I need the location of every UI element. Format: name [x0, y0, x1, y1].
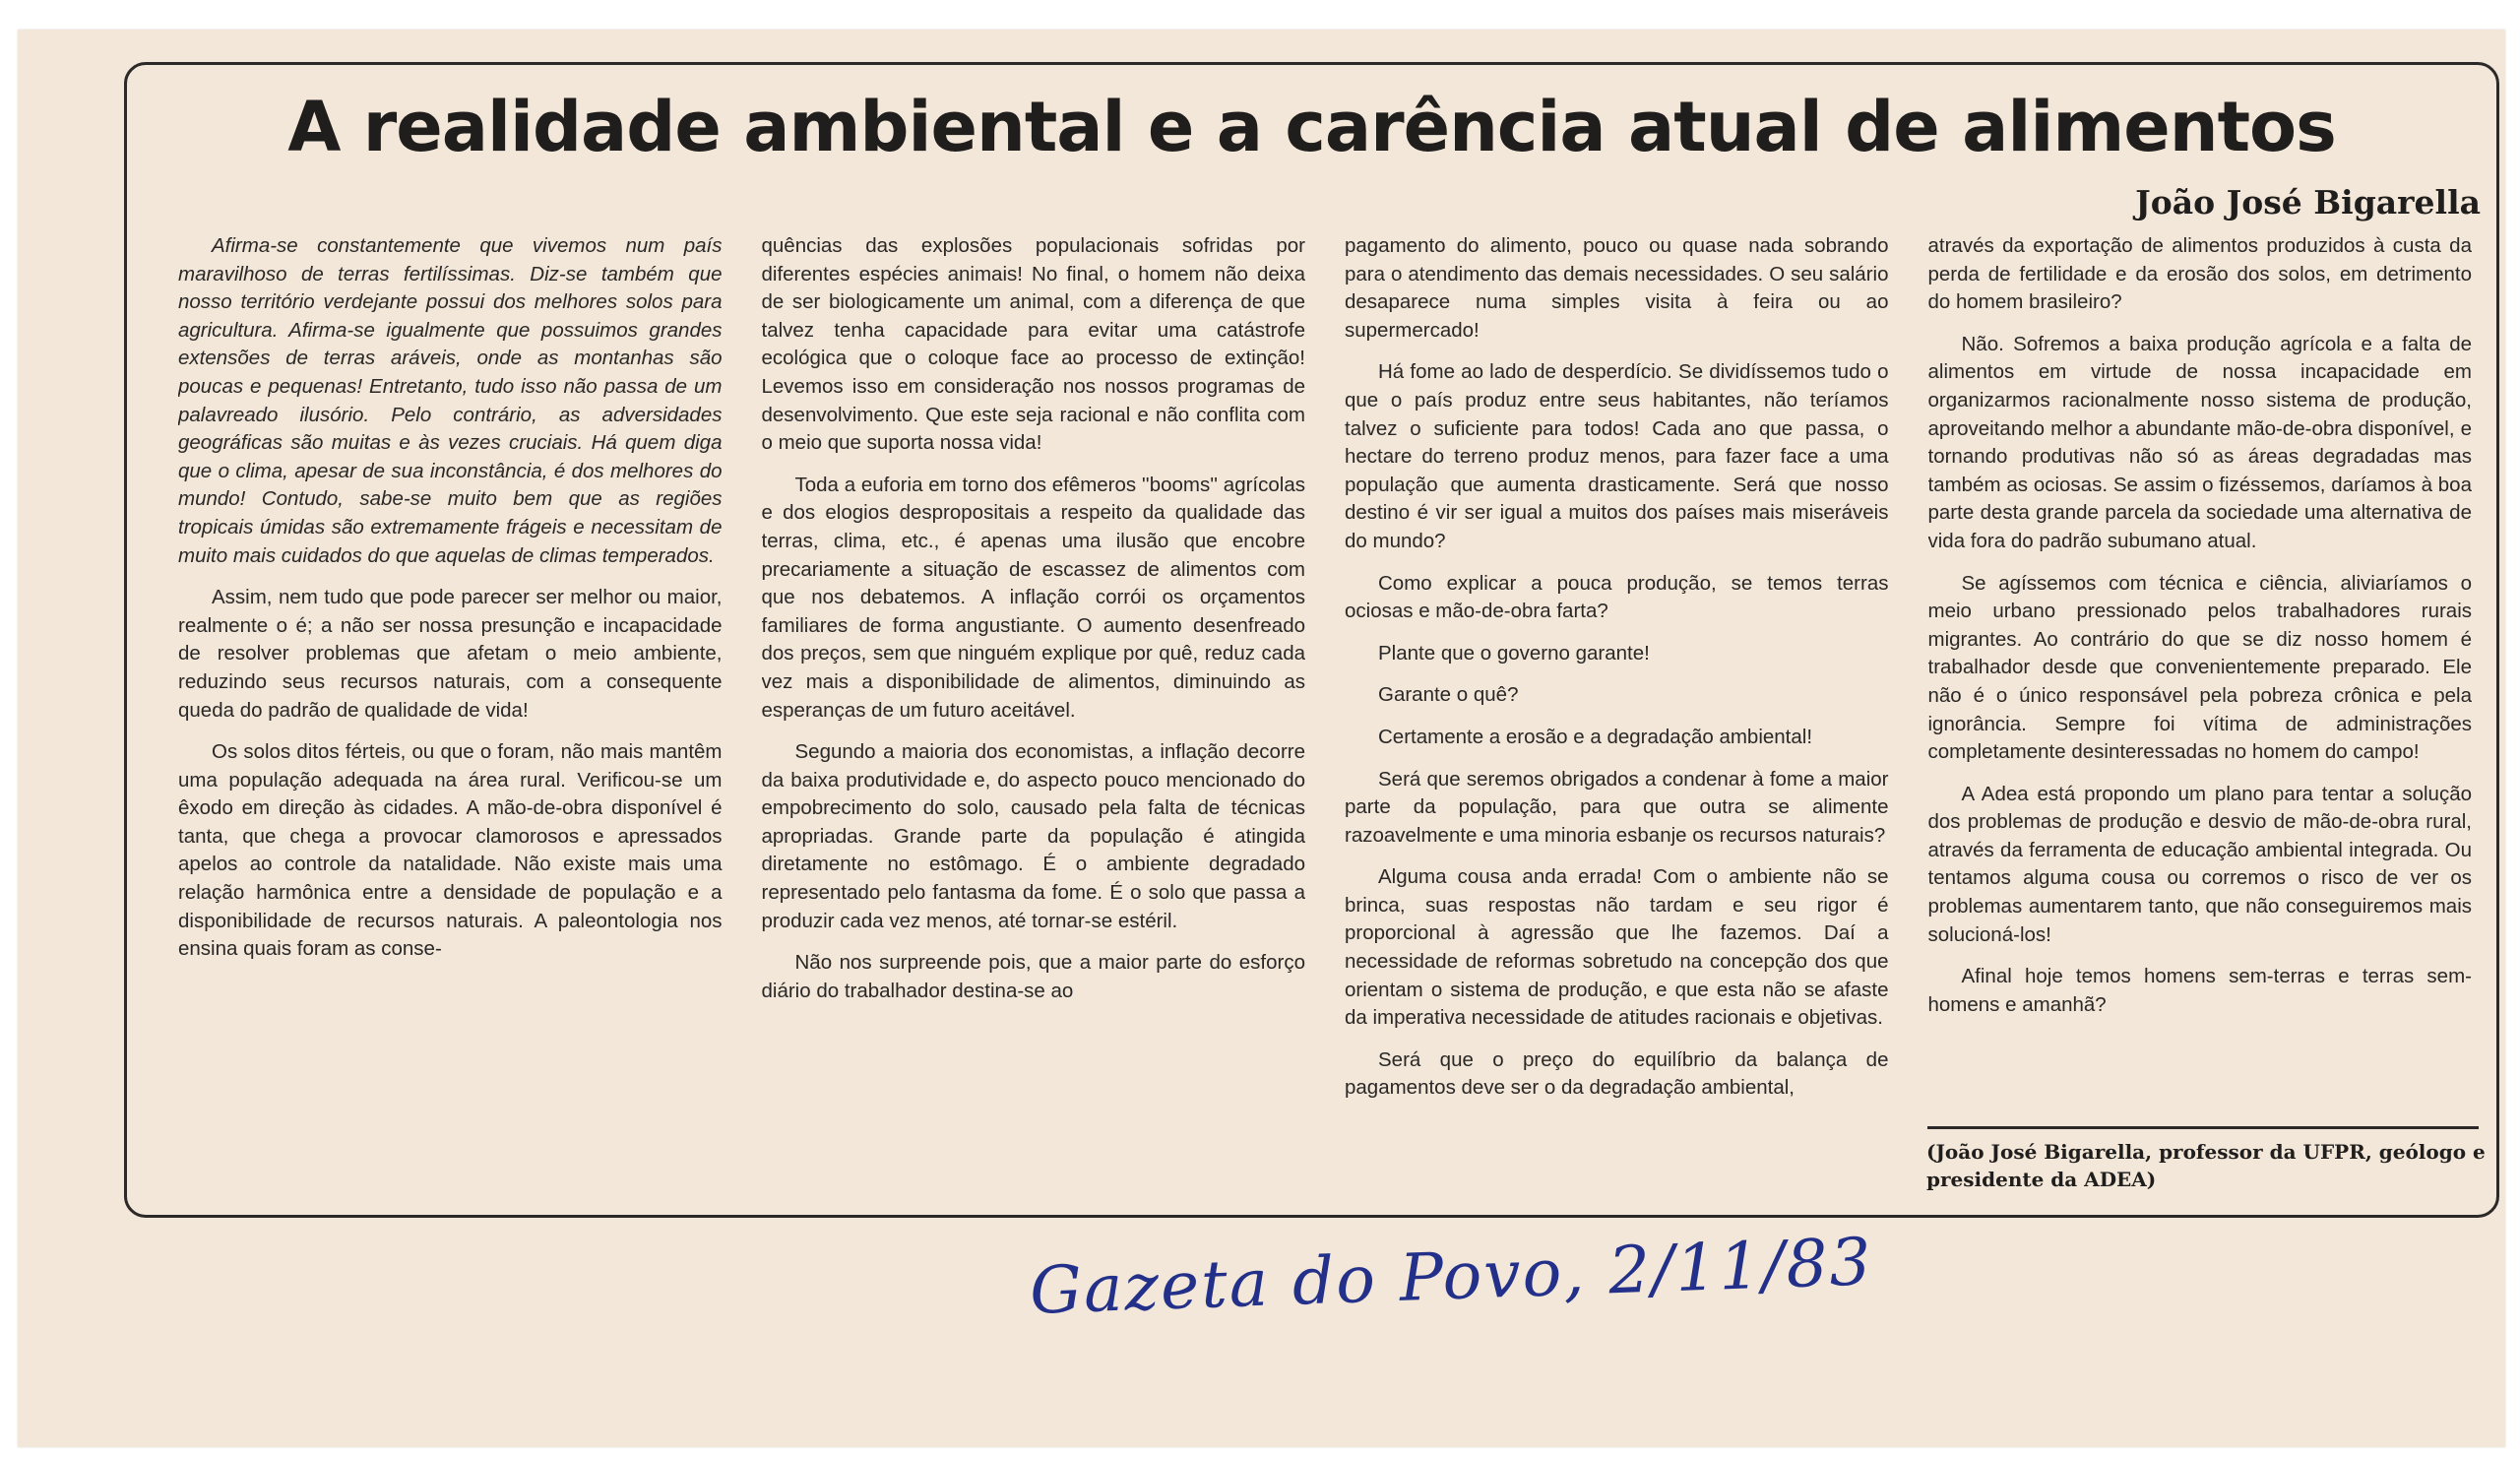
paragraph: pagamento do alimento, pouco ou quase nada sobrando para o atendimento das demais necessidades. O seu salário desaparece numa simples visita à feira ou ao supermercado!	[1345, 234, 1889, 342]
credit-divider	[1927, 1126, 2479, 1129]
article-headline: A realidade ambiental e a carência atual de alimentos	[287, 87, 2336, 167]
paragraph: Os solos ditos férteis, ou que o foram, não mais mantêm uma população adequada na área rural. Verificou-se um êxodo em direção às cidades. A mão-de-obra disponível é tanta, que chega a provocar clamorosos e apressados apelos ao controle da natalidade. Não existe mais uma relação harmônica entre a densidade de população e a disponibilidade de recursos naturais. A paleontologia nos ensina quais foram as conse-	[178, 740, 723, 961]
paragraph: Plante que o governo garante!	[1378, 641, 1650, 665]
paragraph: Garante o quê?	[1378, 683, 1519, 707]
paragraph: Será que o preço do equilíbrio da balança de pagamentos deve ser o da degradação ambiental,	[1345, 1047, 1889, 1100]
article-byline: João José Bigarella	[2135, 183, 2481, 222]
author-credit: (João José Bigarella, professor da UFPR, geólogo e presidente da ADEA)	[1926, 1140, 2486, 1191]
article-column-1	[178, 232, 723, 1123]
article-body	[178, 232, 2472, 1123]
paragraph: A Adea está propondo um plano para tentar a solução dos problemas de produção e desvio de mão-de-obra rural, através da ferramenta de educação ambiental integrada. Ou tentamos alguma cousa ou corremos o risco de ver os problemas aumentarem tanto, que não conseguiremos mais solucioná-los!	[1927, 782, 2472, 946]
paragraph: Se agíssemos com técnica e ciência, aliviaríamos o meio urbano pressionado pelos trabalhadores rurais migrantes. Ao contrário do que se diz nosso homem é trabalhador desde que convenientemente preparado. Ele não é o único responsável pela pobreza crônica e pela ignorância. Sempre foi vítima de administrações completamente desinteressadas no homem do campo!	[1927, 571, 2472, 764]
paragraph: Toda a euforia em torno dos efêmeros ''booms'' agrícolas e dos elogios despropositais a respeito da qualidade das terras, clima, etc., é apenas uma ilusão que encobre precariamente a situação de escassez de alimentos com que nos debatemos. A inflação corrói os orçamentos familiares de forma angustiante. O aumento desenfreado dos preços, sem que ninguém explique por quê, reduz cada vez mais a disponibilidade de alimentos, diminuindo as esperanças de um futuro aceitável.	[761, 473, 1305, 722]
paragraph: Alguma cousa anda errada! Com o ambiente não se brinca, suas respostas não tardam e seu rigor é proporcional à agressão que lhe fazemos. Daí a necessidade de reformas sobretudo na concepção dos que orientam o sistema de produção, e que esta não se afaste da imperativa necessidade de atitudes racionais e objetivas.	[1345, 865, 1889, 1030]
paragraph: através da exportação de alimentos produzidos à custa da perda de fertilidade e da erosão dos solos, em detrimento do homem brasileiro?	[1927, 234, 2472, 314]
paragraph: Certamente a erosão e a degradação ambiental!	[1378, 725, 1813, 748]
paragraph: Não nos surpreende pois, que a maior parte do esforço diário do trabalhador destina-se ao	[761, 951, 1305, 1002]
article-column-4	[1928, 232, 2473, 1123]
paragraph: Afinal hoje temos homens sem-terras e terras sem-homens e amanhã?	[1927, 965, 2472, 1016]
newspaper-clipping	[18, 30, 2505, 1447]
paragraph: Não. Sofremos a baixa produção agrícola e a falta de alimentos em virtude de nossa incapacidade em organizarmos racionalmente nosso sistema de produção, aproveitando melhor a abundante mão-de-obra disponível, e tornando produtivas não só as áreas degradadas mas também as ociosas. Se assim o fizéssemos, daríamos à boa parte desta grande parcela da sociedade uma alternativa de vida fora do padrão subumano atual.	[1927, 332, 2472, 552]
paragraph: Segundo a maioria dos economistas, a inflação decorre da baixa produtividade e, do aspecto pouco mencionado do empobrecimento do solo, causado pela falta de técnicas apropriadas. Grande parte da população é atingida diretamente no estômago. É o ambiente degradado representado pelo fantasma da fome. É o solo que passa a produzir cada vez menos, até tornar-se estéril.	[761, 740, 1305, 932]
paragraph: Há fome ao lado de desperdício. Se dividíssemos tudo o que o país produz entre seus habitantes, não teríamos talvez o suficiente para todos! Cada ano que passa, o hectare do terreno produz menos, para fazer face a uma população que aumenta drasticamente. Será que nosso destino é vir ser igual a muitos dos países mais miseráveis do mundo?	[1345, 360, 1889, 552]
paragraph: Afirma-se constantemente que vivemos num país maravilhoso de terras fertilíssimas. Diz-se também que nosso território verdejante possui dos melhores solos para agricultura. Afirma-se igualmente que possuimos grandes extensões de terras aráveis, onde as montanhas são poucas e pequenas! Entretanto, tudo isso não passa de um palavreado ilusório. Pelo contrário, as adversidades geográficas são muitas e às vezes cruciais. Há quem diga que o clima, apesar de sua inconstância, é dos melhores do mundo! Contudo, sabe-se muito bem que as regiões tropicais úmidas são extremamente frágeis e necessitam de muito mais cuidados do que aquelas de climas temperados.	[178, 234, 723, 567]
paragraph: quências das explosões populacionais sofridas por diferentes espécies animais! No final, o homem não deixa de ser biologicamente um animal, com a diferença de que talvez tenha capacidade para evitar uma catástrofe ecológica que o coloque face ao processo de extinção! Levemos isso em consideração nos nossos programas de desenvolvimento. Que este seja racional e não conflita com o meio que suporta nossa vida!	[761, 234, 1305, 455]
handwritten-source-note: Gazeta do Povo, 2/11/83	[1028, 1224, 1874, 1329]
paragraph: Será que seremos obrigados a condenar à fome a maior parte da população, para que outra se alimente razoavelmente e uma minoria esbanje os recursos naturais?	[1345, 767, 1889, 847]
paragraph: Como explicar a pouca produção, se temos terras ociosas e mão-de-obra farta?	[1345, 571, 1889, 623]
paragraph: Assim, nem tudo que pode parecer ser melhor ou maior, realmente o é; a não ser nossa presunção e incapacidade de resolver problemas que afetam o meio ambiente, reduzindo seus recursos naturais, com a consequente queda do padrão de qualidade de vida!	[178, 586, 723, 722]
article-column-3	[1345, 232, 1889, 1123]
article-column-2	[762, 232, 1306, 1123]
article-frame	[124, 62, 2499, 1218]
